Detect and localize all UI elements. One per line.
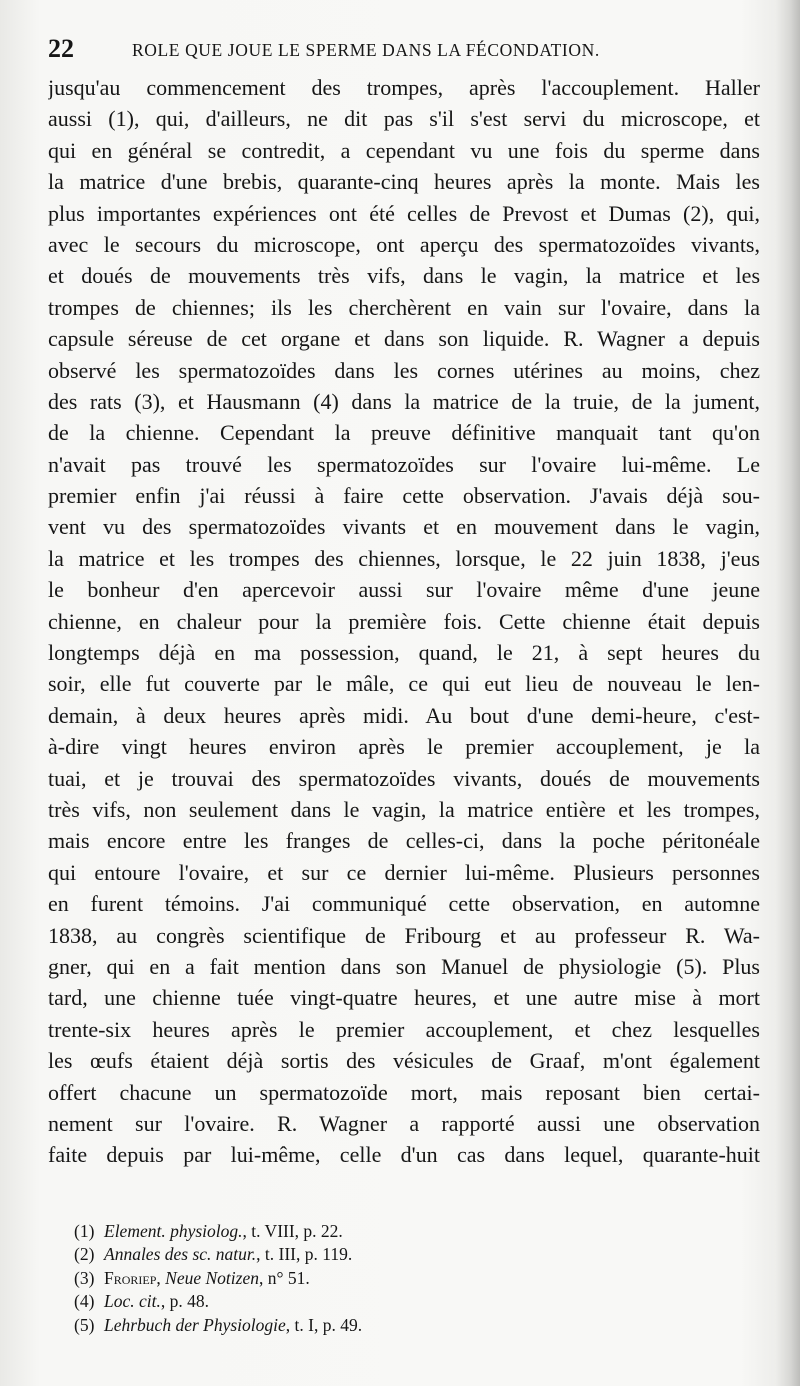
text-line: et doués de mouvements très vifs, dans le vagin, la matrice et les (48, 263, 760, 289)
text-line: trompes de chiennes; ils les cherchèrent en vain sur l'ovaire, dans la (48, 294, 760, 320)
footnote-reference: , n° 51. (258, 1267, 310, 1288)
footnote-number: (1) (74, 1221, 95, 1241)
text-line: chienne, en chaleur pour la première fois. Cette chienne était depuis (48, 608, 760, 634)
text-line: premier enfin j'ai réussi à faire cette observation. J'avais déjà sou- (48, 483, 760, 509)
footnote (74, 1243, 674, 1266)
text-line: nement sur l'ovaire. R. Wagner a rapporté aussi une observation (48, 1110, 760, 1136)
footnote-title: Lehrbuch der Physiologie (104, 1314, 286, 1335)
footnote-number: (4) (74, 1291, 95, 1312)
body-text (48, 72, 760, 1171)
footnote (74, 1267, 674, 1290)
text-line: le bonheur d'en apercevoir aussi sur l'ovaire même d'une jeune (48, 577, 760, 603)
footnote-reference: , t. I, p. 49. (285, 1314, 363, 1335)
text-line: demain, à deux heures après midi. Au bout d'une demi-heure, c'est- (48, 702, 760, 728)
footnote-number: (2) (74, 1244, 95, 1265)
text-line: mais encore entre les franges de celles-ci, dans la poche péritonéale (48, 828, 760, 854)
footnote-number: (5) (74, 1314, 95, 1335)
text-line: à-dire vingt heures environ après le premier accouplement, je la (48, 734, 760, 760)
text-line: trente-six heures après le premier accouplement, et chez lesquelles (48, 1016, 760, 1042)
footnote (74, 1220, 674, 1243)
text-line: capsule séreuse de cet organe et dans son liquide. R. Wagner a depuis (48, 326, 760, 352)
text-line: longtemps déjà en ma possession, quand, le 21, à sept heures du (48, 640, 760, 666)
running-head: ROLE QUE JOUE LE SPERME DANS LA FÉCONDATION. (132, 40, 600, 60)
footnote-title: Annales des sc. natur. (104, 1244, 257, 1265)
footnote (74, 1290, 674, 1313)
text-line: gner, qui en a fait mention dans son Manuel de physiologie (5). Plus (48, 953, 760, 979)
text-line: faite depuis par lui-même, celle d'un cas dans lequel, quarante-huit (48, 1142, 760, 1168)
page-number: 22 (48, 34, 74, 63)
text-line: qui entoure l'ovaire, et sur ce dernier lui-même. Plusieurs personnes (48, 859, 760, 885)
footnote-number: (3) (74, 1267, 95, 1288)
text-line: n'avait pas trouvé les spermatozoïdes sur l'ovaire lui-même. Le (48, 451, 760, 477)
footnote-reference: , t. III, p. 119. (256, 1244, 353, 1265)
page-header (48, 34, 758, 64)
text-line: très vifs, non seulement dans le vagin, la matrice entière et les trompes, (48, 796, 760, 822)
text-line: vent vu des spermatozoïdes vivants et en mouvement dans le vagin, (48, 514, 760, 540)
text-line: jusqu'au commencement des trompes, après l'accouplement. Haller (48, 75, 760, 100)
text-line: les œufs étaient déjà sortis des vésicules de Graaf, m'ont également (48, 1048, 760, 1074)
footnote-author: Froriep, (104, 1267, 161, 1288)
page-edge-shadow (776, 0, 800, 1386)
text-line: qui en général se contredit, a cependant vu une fois du sperme dans (48, 137, 760, 163)
footnote-reference: , t. VIII, p. 22. (242, 1221, 343, 1241)
text-line: la matrice et les trompes des chiennes, lorsque, le 22 juin 1838, j'eus (48, 545, 760, 571)
text-line: tuai, et je trouvai des spermatozoïdes vivants, doués de mouvements (48, 765, 760, 791)
text-line: avec le secours du microscope, ont aperçu des spermatozoïdes vivants, (48, 231, 760, 257)
text-line: 1838, au congrès scientifique de Fribourg et au professeur R. Wa- (48, 922, 760, 948)
text-line: soir, elle fut couverte par le mâle, ce qui eut lieu de nouveau le len- (48, 671, 760, 697)
text-line: plus importantes expériences ont été celles de Prevost et Dumas (2), qui, (48, 200, 760, 226)
text-line: la matrice d'une brebis, quarante-cinq heures après la monte. Mais les (48, 169, 760, 195)
text-line: de la chienne. Cependant la preuve définitive manquait tant qu'on (48, 420, 760, 446)
text-line: tard, une chienne tuée vingt-quatre heures, et une autre mise à mort (48, 985, 760, 1011)
footnote (74, 1314, 674, 1337)
footnote-title: Element. physiolog. (104, 1221, 243, 1241)
text-line: des rats (3), et Hausmann (4) dans la matrice de la truie, de la jument, (48, 388, 760, 414)
text-line: en furent témoins. J'ai communiqué cette observation, en automne (48, 891, 760, 917)
footnotes (74, 1220, 674, 1337)
text-line: observé les spermatozoïdes dans les cornes utérines au moins, chez (48, 357, 760, 383)
text-line: aussi (1), qui, d'ailleurs, ne dit pas s'il s'est servi du microscope, et (48, 106, 760, 132)
footnote-reference: , p. 48. (160, 1291, 209, 1312)
footnote-title: Loc. cit. (104, 1291, 161, 1312)
text-line: offert chacune un spermatozoïde mort, mais reposant bien certai- (48, 1079, 760, 1105)
footnote-title: Neue Notizen (160, 1267, 259, 1288)
